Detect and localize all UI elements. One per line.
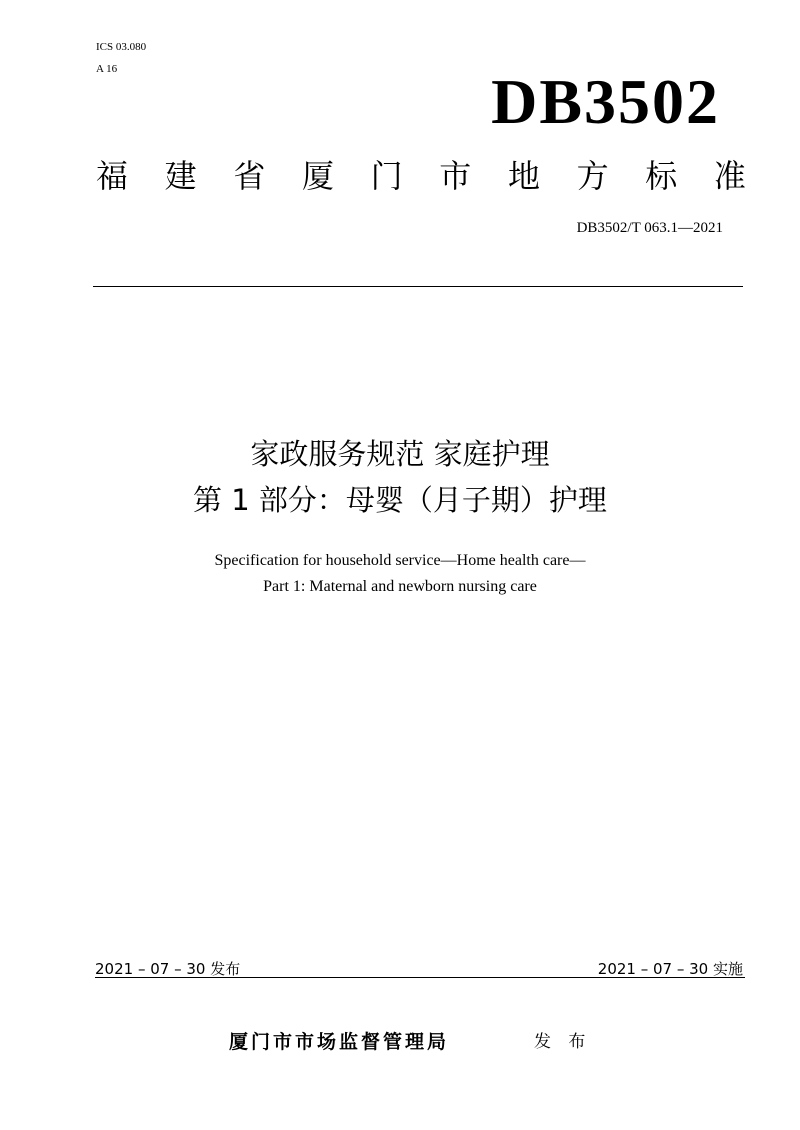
standard-type-char: 方 bbox=[576, 157, 609, 195]
title-zh-line-1: 家政服务规范 家庭护理 bbox=[250, 437, 550, 471]
classification-code: A 16 bbox=[96, 63, 118, 75]
standard-type-char: 省 bbox=[233, 157, 266, 195]
standard-type-title bbox=[96, 156, 746, 196]
standard-type-char: 标 bbox=[645, 157, 678, 195]
standard-type-char: 厦 bbox=[301, 157, 334, 195]
standard-type-char: 市 bbox=[439, 157, 472, 195]
standard-number: DB3502/T 063.1—2021 bbox=[576, 220, 723, 236]
standard-code-large: DB3502 bbox=[491, 66, 720, 137]
publish-label: 发 布 bbox=[534, 1032, 592, 1052]
header-divider bbox=[93, 286, 743, 287]
standard-type-char: 建 bbox=[164, 157, 197, 195]
implementation-date: 2021 – 07 – 30 实施 bbox=[597, 960, 743, 978]
title-zh-line-2: 第 1 部分：母婴（月子期）护理 bbox=[193, 483, 607, 517]
title-en-line-1: Specification for household service—Home health care— bbox=[214, 552, 586, 569]
issue-date: 2021 – 07 – 30 发布 bbox=[95, 960, 241, 978]
footer-divider bbox=[95, 977, 745, 978]
standard-type-char: 准 bbox=[713, 157, 746, 195]
ics-code: ICS 03.080 bbox=[96, 41, 147, 53]
standard-type-char: 地 bbox=[507, 157, 540, 195]
title-en-line-2: Part 1: Maternal and newborn nursing care bbox=[263, 578, 537, 595]
issuing-authority: 厦门市市场监督管理局 bbox=[229, 1031, 450, 1053]
standard-type-char: 门 bbox=[370, 157, 403, 195]
standard-type-char: 福 bbox=[96, 157, 129, 195]
